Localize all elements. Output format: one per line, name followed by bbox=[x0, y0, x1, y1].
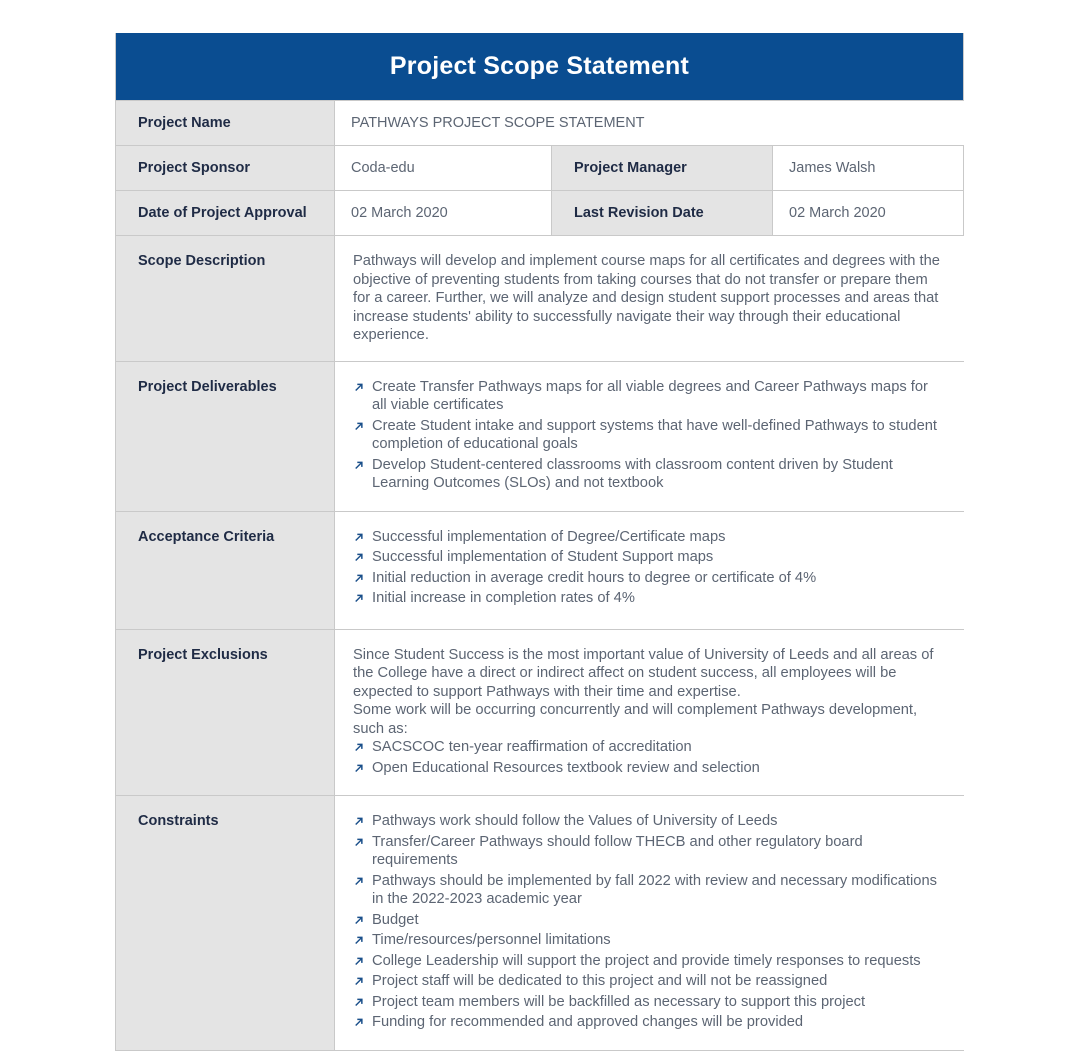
list-item bbox=[353, 972, 942, 991]
north-east-arrow-icon bbox=[353, 833, 366, 846]
paragraph: Some work will be occurring concurrently and will complement Pathways development, such as: bbox=[353, 702, 918, 737]
list-item-text: Successful implementation of Student Support maps bbox=[372, 549, 714, 565]
value-project-sponsor: Coda-edu bbox=[335, 146, 552, 190]
north-east-arrow-icon bbox=[353, 528, 366, 541]
list-item-text: Develop Student-centered classrooms with classroom content driven by Student Learning Outcomes (SLOs) and not textbook bbox=[372, 456, 893, 491]
table-row-constraints bbox=[116, 795, 963, 1050]
north-east-arrow-icon bbox=[353, 759, 366, 772]
value-project-exclusions bbox=[335, 630, 964, 796]
list-item-text: Initial increase in completion rates of 4% bbox=[372, 590, 635, 606]
list-item-text: Open Educational Resources textbook review and selection bbox=[372, 759, 760, 776]
north-east-arrow-icon bbox=[353, 569, 366, 582]
table-row-scope-description bbox=[116, 235, 963, 361]
north-east-arrow-icon bbox=[353, 812, 366, 825]
label-scope-description: Scope Description bbox=[116, 236, 335, 361]
list-item bbox=[353, 569, 942, 588]
list-item bbox=[353, 872, 942, 909]
list-item bbox=[353, 738, 942, 757]
list-item bbox=[353, 548, 942, 567]
label-project-sponsor: Project Sponsor bbox=[116, 146, 335, 190]
list-item bbox=[353, 993, 942, 1012]
label-last-revision-date: Last Revision Date bbox=[552, 191, 773, 235]
list-item bbox=[353, 931, 942, 950]
list-item bbox=[353, 528, 942, 547]
label-project-manager: Project Manager bbox=[552, 146, 773, 190]
value-constraints bbox=[335, 796, 964, 1050]
north-east-arrow-icon bbox=[353, 931, 366, 944]
table-row-project-exclusions bbox=[116, 629, 963, 796]
value-last-revision-date: 02 March 2020 bbox=[773, 191, 963, 235]
list-item-text: Funding for recommended and approved changes will be provided bbox=[372, 1014, 804, 1030]
list-item-text: Transfer/Career Pathways should follow THECB and other regulatory board requirements bbox=[372, 833, 863, 868]
table-row-sponsor-manager bbox=[116, 145, 963, 190]
label-project-name: Project Name bbox=[116, 101, 335, 145]
value-project-deliverables bbox=[335, 362, 964, 511]
list-item bbox=[353, 417, 942, 454]
label-project-exclusions: Project Exclusions bbox=[116, 630, 335, 796]
list-item bbox=[353, 759, 942, 778]
list-item bbox=[353, 833, 942, 870]
label-project-deliverables: Project Deliverables bbox=[116, 362, 335, 511]
list-item bbox=[353, 589, 942, 608]
north-east-arrow-icon bbox=[353, 1013, 366, 1026]
north-east-arrow-icon bbox=[353, 589, 366, 602]
document-title-bar bbox=[116, 33, 963, 100]
exclusions-list bbox=[353, 738, 942, 777]
list-item-text: Successful implementation of Degree/Certificate maps bbox=[372, 528, 726, 545]
north-east-arrow-icon bbox=[353, 417, 366, 430]
list-item-text: SACSCOC ten-year reaffirmation of accreditation bbox=[372, 739, 692, 755]
list-item bbox=[353, 456, 942, 493]
label-constraints: Constraints bbox=[116, 796, 335, 1050]
list-item-text: Pathways should be implemented by fall 2022 with review and necessary modifications in the 2022-2023 academic year bbox=[372, 872, 937, 907]
north-east-arrow-icon bbox=[353, 548, 366, 561]
list-item-text: Initial reduction in average credit hours to degree or certificate of 4% bbox=[372, 569, 817, 586]
deliverables-list bbox=[353, 378, 942, 493]
list-item-text: Budget bbox=[372, 911, 419, 928]
label-date-of-project-approval: Date of Project Approval bbox=[116, 191, 335, 235]
list-item-text: Project team members will be backfilled as necessary to support this project bbox=[372, 993, 866, 1010]
value-date-of-project-approval: 02 March 2020 bbox=[335, 191, 552, 235]
north-east-arrow-icon bbox=[353, 738, 366, 751]
value-project-name: PATHWAYS PROJECT SCOPE STATEMENT bbox=[335, 101, 964, 145]
list-item-text: Create Transfer Pathways maps for all viable degrees and Career Pathways maps for all viable certificates bbox=[372, 378, 928, 413]
list-item bbox=[353, 812, 942, 831]
constraints-list bbox=[353, 812, 942, 1032]
north-east-arrow-icon bbox=[353, 872, 366, 885]
paragraph: Pathways will develop and implement course maps for all certificates and degrees with the objective of preventing students from taking courses that do not transfer or prepare them for a career. Further, we will analyze and design student support processes and areas that increase students' ability to successfully navigate their way through their educational experience. bbox=[353, 253, 940, 343]
table-row-project-name bbox=[116, 100, 963, 145]
label-acceptance-criteria: Acceptance Criteria bbox=[116, 512, 335, 629]
acceptance-criteria-list bbox=[353, 528, 942, 608]
list-item bbox=[353, 378, 942, 415]
list-item-text: Pathways work should follow the Values of University of Leeds bbox=[372, 813, 778, 829]
paragraph: Since Student Success is the most important value of University of Leeds and all areas of the College have a direct or indirect affect on student success, all employees will be expected to support Pathways with their time and expertise. bbox=[353, 646, 934, 700]
list-item bbox=[353, 1013, 942, 1032]
table-row-approval-revision bbox=[116, 190, 963, 235]
table-row-acceptance-criteria bbox=[116, 511, 963, 629]
table-row-project-deliverables bbox=[116, 361, 963, 511]
north-east-arrow-icon bbox=[353, 952, 366, 965]
list-item-text: Create Student intake and support systems that have well-defined Pathways to student completion of educational goals bbox=[372, 417, 937, 452]
north-east-arrow-icon bbox=[353, 456, 366, 469]
north-east-arrow-icon bbox=[353, 993, 366, 1006]
north-east-arrow-icon bbox=[353, 972, 366, 985]
list-item-text: College Leadership will support the project and provide timely responses to requests bbox=[372, 952, 921, 969]
north-east-arrow-icon bbox=[353, 911, 366, 924]
page-title: Project Scope Statement bbox=[389, 52, 690, 80]
value-project-manager: James Walsh bbox=[773, 146, 963, 190]
value-acceptance-criteria bbox=[335, 512, 964, 629]
list-item bbox=[353, 911, 942, 930]
project-scope-statement-table bbox=[115, 33, 964, 1051]
list-item-text: Time/resources/personnel limitations bbox=[372, 932, 611, 948]
value-scope-description bbox=[335, 236, 964, 361]
list-item-text: Project staff will be dedicated to this project and will not be reassigned bbox=[372, 973, 828, 989]
list-item bbox=[353, 952, 942, 971]
north-east-arrow-icon bbox=[353, 378, 366, 391]
